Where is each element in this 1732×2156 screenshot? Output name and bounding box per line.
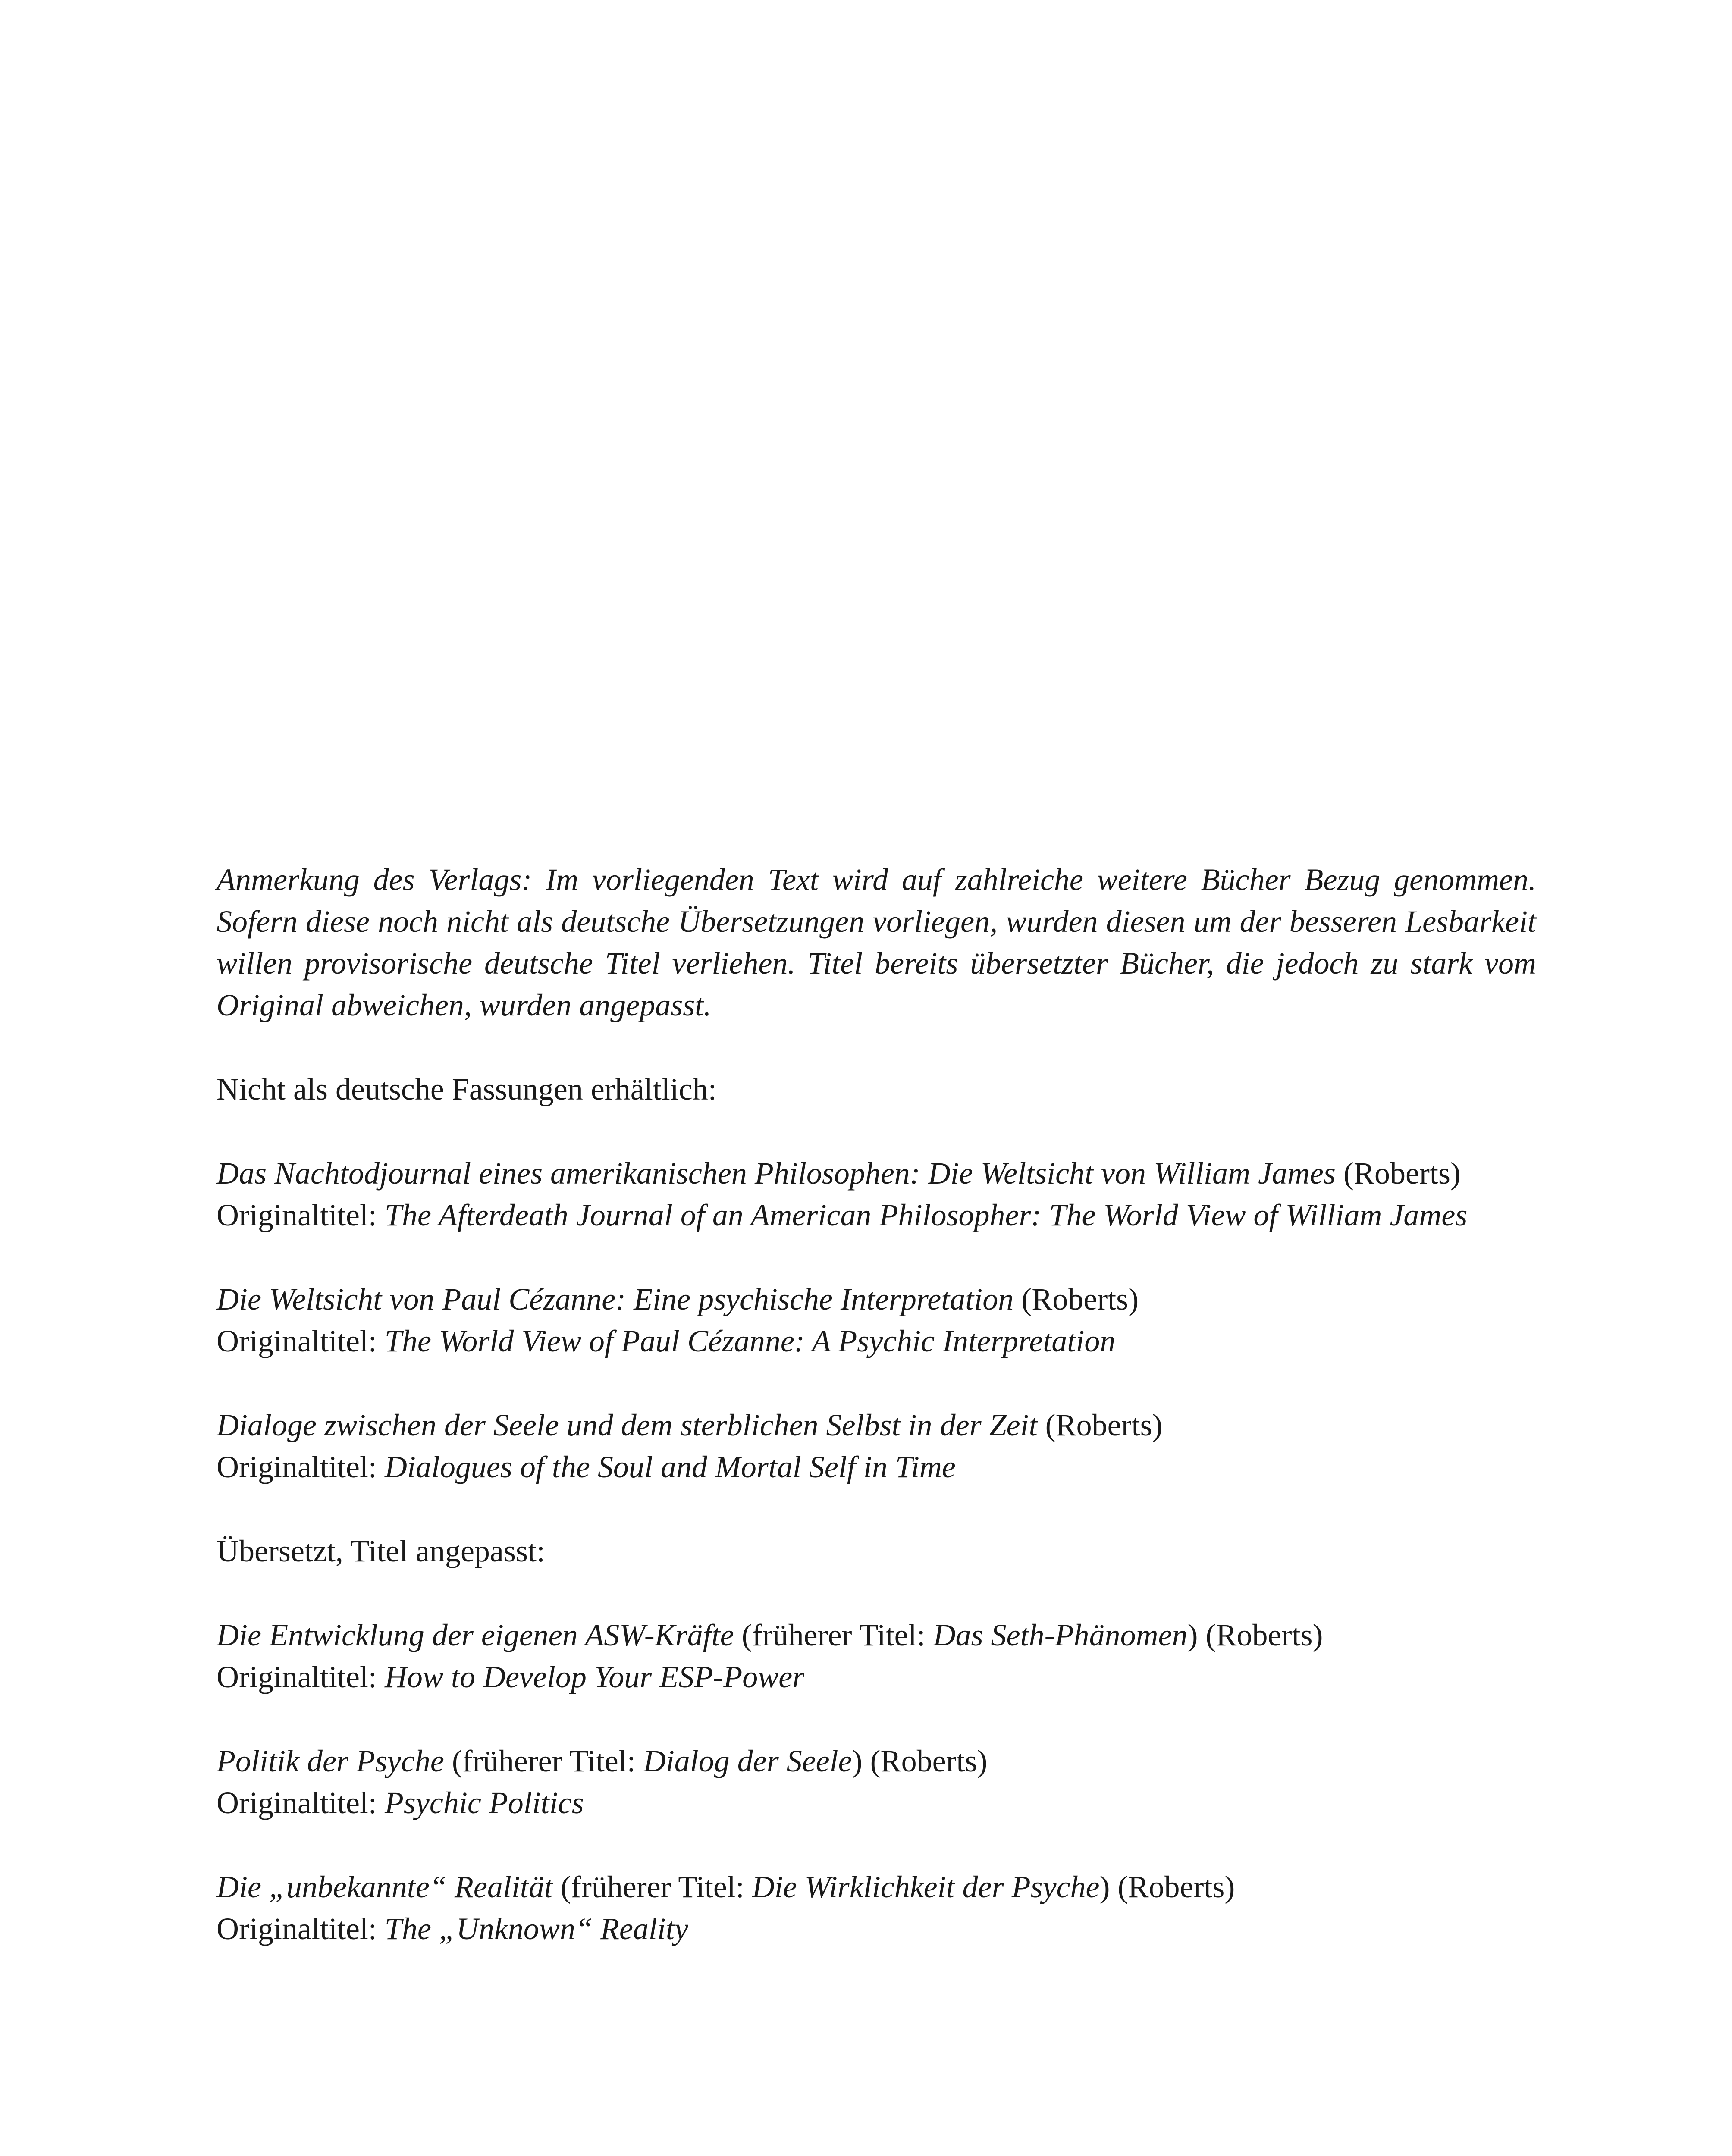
original-title: How to Develop Your ESP-Power xyxy=(384,1660,805,1694)
author-label: (Roberts) xyxy=(1045,1408,1163,1442)
book-entry xyxy=(216,1153,1536,1236)
german-title: Das Nachtodjournal eines amerikanischen Philosophen: Die Weltsicht von William James xyxy=(216,1156,1336,1191)
former-title: Die Wirklichkeit der Psyche xyxy=(752,1870,1100,1904)
german-title: Dialoge zwischen der Seele und dem sterblichen Selbst in der Zeit xyxy=(216,1408,1038,1442)
original-title-label: Originaltitel: xyxy=(216,1198,385,1232)
german-title-line: Politik der Psyche (früherer Titel: Dialog der Seele) (Roberts) xyxy=(216,1744,988,1778)
book-entry xyxy=(216,1740,1536,1824)
former-title-label: (früherer Titel: xyxy=(452,1744,643,1778)
german-title: Die Entwicklung der eigenen ASW-Kräfte xyxy=(216,1618,734,1652)
german-title-line: Die Entwicklung der eigenen ASW-Kräfte (früherer Titel: Das Seth-Phänomen) (Roberts) xyxy=(216,1618,1323,1652)
publisher-note: Anmerkung des Verlags: Im vorliegenden Text wird auf zahlreiche weitere Bücher Bezug genommen. Sofern diese noch nicht als deutsche Übersetzungen vorliegen, wurden diesen um der besseren Lesbarkeit willen provisorische deutsche Titel verliehen. Titel bereits übersetzter Bücher, die jedoch zu stark vom Original abweichen, wurden angepasst. xyxy=(216,862,1536,1022)
former-title: Dialog der Seele xyxy=(643,1744,852,1778)
former-title-label: (früherer Titel: xyxy=(560,1870,752,1904)
book-entry xyxy=(216,1614,1536,1698)
book-entry xyxy=(216,1404,1536,1488)
original-title-line xyxy=(216,1656,1536,1698)
author-label: (Roberts) xyxy=(870,1744,988,1778)
german-title-line xyxy=(216,1279,1536,1320)
original-title-line xyxy=(216,1446,1536,1488)
book-entry xyxy=(216,1279,1536,1362)
original-title-line xyxy=(216,1194,1536,1236)
original-title-label: Originaltitel: xyxy=(216,1450,385,1484)
original-title-line xyxy=(216,1782,1536,1824)
german-title-line xyxy=(216,1153,1536,1194)
original-title-line xyxy=(216,1908,1536,1950)
main-text-block xyxy=(216,859,1536,1950)
author-label: (Roberts) xyxy=(1205,1618,1323,1652)
original-title: The World View of Paul Cézanne: A Psychic Interpretation xyxy=(384,1324,1116,1358)
german-title: Die Weltsicht von Paul Cézanne: Eine psychische Interpretation xyxy=(216,1282,1014,1316)
original-title-label: Originaltitel: xyxy=(216,1912,385,1946)
german-title-line: Die „unbekannte“ Realität (früherer Titel: Die Wirklichkeit der Psyche) (Roberts) xyxy=(216,1870,1235,1904)
book-entry xyxy=(216,1866,1536,1950)
original-title-label: Originaltitel: xyxy=(216,1786,385,1820)
original-title-label: Originaltitel: xyxy=(216,1660,385,1694)
former-title: Das Seth-Phänomen xyxy=(933,1618,1188,1652)
section-heading-not-available: Nicht als deutsche Fassungen erhältlich: xyxy=(216,1072,717,1106)
german-title-line xyxy=(216,1404,1536,1446)
original-title: Dialogues of the Soul and Mortal Self in Time xyxy=(384,1450,956,1484)
original-title-label: Originaltitel: xyxy=(216,1324,385,1358)
section-heading-translated: Übersetzt, Titel angepasst: xyxy=(216,1534,545,1568)
original-title: The „Unknown“ Reality xyxy=(384,1912,688,1946)
former-title-label: (früherer Titel: xyxy=(741,1618,933,1652)
original-title: The Afterdeath Journal of an American Philosopher: The World View of William James xyxy=(384,1198,1468,1232)
german-title: Die „unbekannte“ Realität xyxy=(216,1870,553,1904)
author-label: (Roberts) xyxy=(1343,1156,1461,1191)
german-title: Politik der Psyche xyxy=(216,1744,444,1778)
original-title-line xyxy=(216,1320,1536,1362)
author-label: (Roberts) xyxy=(1021,1282,1139,1316)
author-label: (Roberts) xyxy=(1117,1870,1235,1904)
original-title: Psychic Politics xyxy=(384,1786,584,1820)
